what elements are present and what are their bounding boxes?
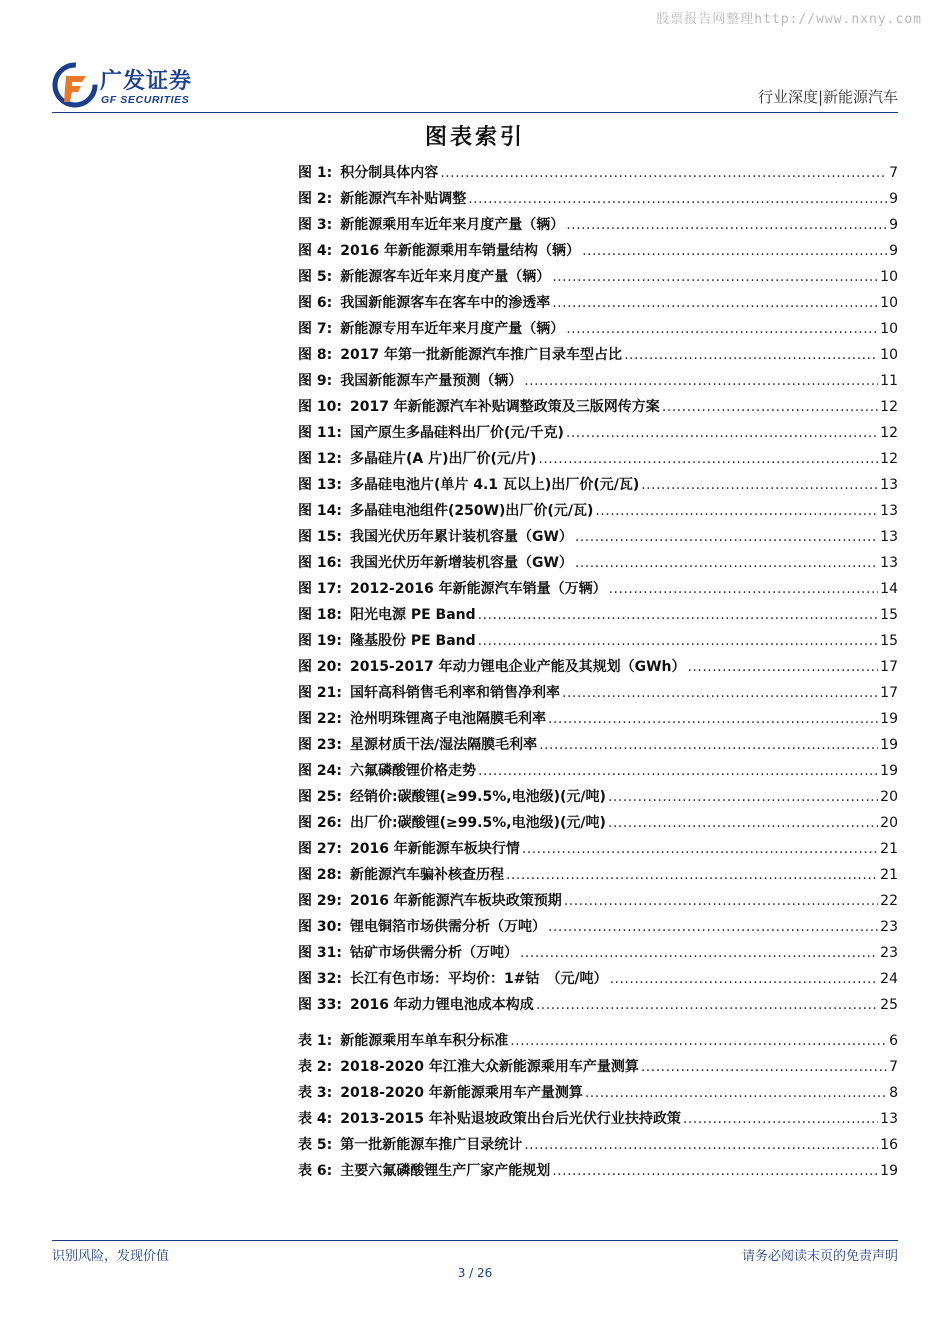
figure-index-entry[interactable] xyxy=(298,888,898,914)
figure-index-entry[interactable] xyxy=(298,446,898,472)
toc-leader-dots xyxy=(641,1054,887,1080)
toc-entry-label: 图 3: xyxy=(298,217,333,233)
figure-index-entry[interactable] xyxy=(298,368,898,394)
toc-entry-title: 2012-2016 年新能源汽车销量（万辆） xyxy=(349,581,607,597)
toc-entry-title: 2016 年新能源车板块行情 xyxy=(349,841,520,857)
toc-entry-title: 2015-2017 年动力锂电企业产能及其规划（GWh） xyxy=(349,659,686,675)
figure-index-entry[interactable] xyxy=(298,238,898,264)
figure-index-entry[interactable] xyxy=(298,862,898,888)
toc-leader-dots xyxy=(524,1132,878,1158)
toc-entry-label: 图 18: xyxy=(298,607,342,623)
toc-entry-title: 2013-2015 年补贴退坡政策出台后光伏行业扶持政策 xyxy=(340,1111,681,1127)
toc-leader-dots xyxy=(552,1158,878,1184)
toc-entry-label: 表 4: xyxy=(298,1111,333,1127)
toc-entry-title: 我国光伏历年累计装机容量（GW） xyxy=(349,529,573,545)
figure-index-entry[interactable] xyxy=(298,264,898,290)
toc-entry-title: 2016 年动力锂电池成本构成 xyxy=(349,997,534,1013)
toc-entry-title: 我国光伏历年新增装机容量（GW） xyxy=(349,555,573,571)
toc-entry-page: 24 xyxy=(880,971,898,987)
toc-entry-label: 图 7: xyxy=(298,321,333,337)
toc-entry-title: 沧州明珠锂离子电池隔膜毛利率 xyxy=(349,711,546,727)
toc-entry-label: 图 30: xyxy=(298,919,342,935)
toc-entry-label: 图 23: xyxy=(298,737,342,753)
page-number: 3 / 26 xyxy=(457,1266,493,1280)
toc-entry-page: 11 xyxy=(880,373,898,389)
toc-entry-title: 新能源客车近年来月度产量（辆） xyxy=(340,269,551,285)
figure-index-entry[interactable] xyxy=(298,914,898,940)
toc-entry-title: 新能源汽车补贴调整 xyxy=(340,191,467,207)
figure-index-entry[interactable] xyxy=(298,706,898,732)
watermark: 股票报告网整理http://www.nxny.com xyxy=(656,12,922,27)
toc-entry-page: 7 xyxy=(889,1059,898,1075)
header-divider xyxy=(52,112,898,113)
toc-entry-label: 表 2: xyxy=(298,1059,333,1075)
table-index-entry[interactable] xyxy=(298,1132,898,1158)
figure-index-entry[interactable] xyxy=(298,576,898,602)
table-index-entry[interactable] xyxy=(298,1054,898,1080)
toc-entry-page: 7 xyxy=(889,165,898,181)
toc-leader-dots xyxy=(552,264,878,290)
toc-leader-dots xyxy=(478,602,879,628)
toc-entry-title: 2016 年新能源乘用车销量结构（辆） xyxy=(340,243,581,259)
toc-entry-label: 图 10: xyxy=(298,399,342,415)
toc-entry-title: 多晶硅片(A 片)出厂价(元/片) xyxy=(349,451,537,467)
toc-leader-dots xyxy=(468,186,887,212)
figure-index-entry[interactable] xyxy=(298,160,898,186)
toc-leader-dots xyxy=(687,654,878,680)
toc-leader-dots xyxy=(610,966,879,992)
toc-entry-label: 图 28: xyxy=(298,867,342,883)
toc-leader-dots xyxy=(520,940,878,966)
toc-entry-label: 图 24: xyxy=(298,763,342,779)
toc-entry-title: 新能源乘用车单车积分标准 xyxy=(340,1033,509,1049)
toc-entry-page: 25 xyxy=(880,997,898,1013)
toc-entry-label: 图 6: xyxy=(298,295,333,311)
toc-entry-page: 13 xyxy=(880,1111,898,1127)
figure-index-entry[interactable] xyxy=(298,342,898,368)
figure-index-entry[interactable] xyxy=(298,550,898,576)
toc-entry-title: 六氟磷酸锂价格走势 xyxy=(349,763,476,779)
toc-entry-label: 图 19: xyxy=(298,633,342,649)
toc-leader-dots xyxy=(566,420,878,446)
figure-index-entry[interactable] xyxy=(298,498,898,524)
toc-entry-title: 2018-2020 年江淮大众新能源乘用车产量测算 xyxy=(340,1059,639,1075)
toc-leader-dots xyxy=(608,810,878,836)
toc-entry-page: 16 xyxy=(880,1137,898,1153)
toc-entry-page: 12 xyxy=(880,399,898,415)
figure-index-list xyxy=(298,160,898,1018)
toc-entry-title: 出厂价:碳酸锂(≥99.5%,电池级)(元/吨) xyxy=(349,815,606,831)
toc-entry-title: 阳光电源 PE Band xyxy=(349,607,476,623)
table-index-entry[interactable] xyxy=(298,1028,898,1054)
toc-entry-page: 21 xyxy=(880,841,898,857)
toc-entry-page: 8 xyxy=(889,1085,898,1101)
toc-entry-label: 表 6: xyxy=(298,1163,333,1179)
toc-entry-page: 6 xyxy=(889,1033,898,1049)
table-index-entry[interactable] xyxy=(298,1080,898,1106)
toc-leader-dots xyxy=(552,290,878,316)
toc-entry-label: 图 32: xyxy=(298,971,342,987)
figure-index-entry[interactable] xyxy=(298,394,898,420)
toc-entry-page: 20 xyxy=(880,815,898,831)
toc-entry-page: 19 xyxy=(880,763,898,779)
toc-entry-page: 12 xyxy=(880,425,898,441)
gf-securities-logo xyxy=(52,62,212,108)
page-title: 图表索引 xyxy=(424,125,525,150)
toc-leader-dots xyxy=(536,992,878,1018)
toc-leader-dots xyxy=(608,784,878,810)
toc-leader-dots xyxy=(683,1106,878,1132)
toc-entry-label: 图 8: xyxy=(298,347,333,363)
toc-entry-page: 19 xyxy=(880,737,898,753)
toc-leader-dots xyxy=(538,446,878,472)
toc-entry-label: 图 14: xyxy=(298,503,342,519)
toc-entry-title: 主要六氟磷酸锂生产厂家产能规划 xyxy=(340,1163,551,1179)
figure-index-entry[interactable] xyxy=(298,290,898,316)
toc-leader-dots xyxy=(522,836,878,862)
toc-entry-title: 国轩高科销售毛利率和销售净利率 xyxy=(349,685,560,701)
toc-entry-page: 13 xyxy=(880,529,898,545)
toc-entry-title: 2018-2020 年新能源乘用车产量测算 xyxy=(340,1085,583,1101)
toc-leader-dots xyxy=(575,550,878,576)
toc-leader-dots xyxy=(539,732,878,758)
toc-entry-label: 表 5: xyxy=(298,1137,333,1153)
toc-leader-dots xyxy=(562,680,878,706)
toc-entry-title: 隆基股份 PE Band xyxy=(349,633,476,649)
brand-name-en: GF SECURITIES xyxy=(101,94,190,106)
report-category: 行业深度|新能源汽车 xyxy=(757,88,898,106)
toc-entry-label: 图 22: xyxy=(298,711,342,727)
toc-leader-dots xyxy=(566,316,878,342)
toc-leader-dots xyxy=(609,576,879,602)
toc-entry-page: 23 xyxy=(880,919,898,935)
toc-entry-page: 12 xyxy=(880,451,898,467)
toc-entry-label: 图 2: xyxy=(298,191,333,207)
figure-index-entry[interactable] xyxy=(298,732,898,758)
figure-index-entry[interactable] xyxy=(298,680,898,706)
toc-entry-title: 第一批新能源车推广目录统计 xyxy=(340,1137,523,1153)
figure-index-entry[interactable] xyxy=(298,524,898,550)
figure-index-entry[interactable] xyxy=(298,420,898,446)
toc-leader-dots xyxy=(478,758,878,784)
toc-entry-label: 图 17: xyxy=(298,581,342,597)
figure-index-entry[interactable] xyxy=(298,602,898,628)
toc-leader-dots xyxy=(566,212,887,238)
toc-entry-title: 锂电铜箔市场供需分析（万吨） xyxy=(349,919,546,935)
toc-entry-page: 10 xyxy=(880,295,898,311)
figure-index-entry[interactable] xyxy=(298,316,898,342)
toc-entry-page: 10 xyxy=(880,321,898,337)
toc-entry-page: 15 xyxy=(880,607,898,623)
toc-entry-title: 我国新能源车产量预测（辆） xyxy=(340,373,523,389)
toc-entry-page: 21 xyxy=(880,867,898,883)
toc-entry-label: 图 20: xyxy=(298,659,342,675)
toc-entry-title: 长江有色市场：平均价：1#钴 （元/吨） xyxy=(349,971,608,987)
toc-entry-title: 我国新能源客车在客车中的渗透率 xyxy=(340,295,551,311)
toc-leader-dots xyxy=(478,628,879,654)
toc-entry-title: 钴矿市场供需分析（万吨） xyxy=(349,945,518,961)
figure-index-entry[interactable] xyxy=(298,758,898,784)
toc-leader-dots xyxy=(440,160,887,186)
toc-entry-page: 9 xyxy=(889,217,898,233)
toc-entry-page: 13 xyxy=(880,503,898,519)
toc-entry-label: 图 21: xyxy=(298,685,342,701)
toc-entry-label: 表 1: xyxy=(298,1033,333,1049)
toc-entry-page: 9 xyxy=(889,243,898,259)
toc-entry-label: 表 3: xyxy=(298,1085,333,1101)
toc-leader-dots xyxy=(506,862,878,888)
toc-entry-label: 图 16: xyxy=(298,555,342,571)
toc-entry-page: 19 xyxy=(880,1163,898,1179)
toc-leader-dots xyxy=(585,1080,887,1106)
toc-entry-label: 图 11: xyxy=(298,425,342,441)
footer-disclaimer-note: 请务必阅读末页的免责声明 xyxy=(741,1249,898,1264)
toc-entry-page: 10 xyxy=(880,269,898,285)
figure-index-entry[interactable] xyxy=(298,654,898,680)
toc-entry-title: 新能源专用车近年来月度产量（辆） xyxy=(340,321,565,337)
toc-entry-label: 图 1: xyxy=(298,165,333,181)
toc-entry-page: 14 xyxy=(880,581,898,597)
toc-entry-page: 23 xyxy=(880,945,898,961)
figure-index-entry[interactable] xyxy=(298,836,898,862)
toc-entry-label: 图 26: xyxy=(298,815,342,831)
toc-entry-label: 图 33: xyxy=(298,997,342,1013)
toc-entry-label: 图 9: xyxy=(298,373,333,389)
toc-entry-title: 积分制具体内容 xyxy=(340,165,439,181)
toc-entry-title: 2017 年第一批新能源汽车推广目录车型占比 xyxy=(340,347,623,363)
toc-leader-dots xyxy=(575,524,878,550)
toc-entry-label: 图 27: xyxy=(298,841,342,857)
toc-entry-title: 经销价:碳酸锂(≥99.5%,电池级)(元/吨) xyxy=(349,789,606,805)
toc-entry-page: 17 xyxy=(880,685,898,701)
footer-divider xyxy=(52,1240,898,1241)
table-index-entry[interactable] xyxy=(298,1158,898,1184)
toc-entry-page: 13 xyxy=(880,477,898,493)
figure-index-entry[interactable] xyxy=(298,472,898,498)
toc-leader-dots xyxy=(524,368,878,394)
toc-entry-label: 图 31: xyxy=(298,945,342,961)
toc-entry-title: 多晶硅电池片(单片 4.1 瓦以上)出厂价(元/瓦) xyxy=(349,477,640,493)
toc-entry-title: 新能源乘用车近年来月度产量（辆） xyxy=(340,217,565,233)
toc-leader-dots xyxy=(595,498,878,524)
figure-index-entry[interactable] xyxy=(298,940,898,966)
toc-entry-page: 15 xyxy=(880,633,898,649)
toc-entry-page: 17 xyxy=(880,659,898,675)
table-index-list xyxy=(298,1028,898,1184)
toc-entry-title: 星源材质干法/湿法隔膜毛利率 xyxy=(349,737,538,753)
toc-entry-page: 10 xyxy=(880,347,898,363)
figure-index-entry[interactable] xyxy=(298,186,898,212)
toc-entry-title: 新能源汽车骗补核查历程 xyxy=(349,867,504,883)
toc-entry-page: 13 xyxy=(880,555,898,571)
toc-leader-dots xyxy=(624,342,878,368)
figure-index-entry[interactable] xyxy=(298,628,898,654)
toc-leader-dots xyxy=(510,1028,887,1054)
toc-entry-page: 9 xyxy=(889,191,898,207)
toc-entry-title: 2016 年新能源汽车板块政策预期 xyxy=(349,893,562,909)
toc-entry-label: 图 15: xyxy=(298,529,342,545)
toc-entry-label: 图 4: xyxy=(298,243,333,259)
toc-entry-title: 多晶硅电池组件(250W)出厂价(元/瓦) xyxy=(349,503,594,519)
toc-entry-page: 22 xyxy=(880,893,898,909)
toc-leader-dots xyxy=(564,888,878,914)
toc-leader-dots xyxy=(582,238,887,264)
figure-index-entry[interactable] xyxy=(298,992,898,1018)
toc-leader-dots xyxy=(641,472,878,498)
toc-leader-dots xyxy=(662,394,878,420)
figure-index-entry[interactable] xyxy=(298,784,898,810)
toc-entry-page: 19 xyxy=(880,711,898,727)
toc-entry-label: 图 5: xyxy=(298,269,333,285)
toc-entry-label: 图 25: xyxy=(298,789,342,805)
toc-entry-title: 国产原生多晶硅料出厂价(元/千克) xyxy=(349,425,564,441)
table-index-entry[interactable] xyxy=(298,1106,898,1132)
toc-entry-label: 图 29: xyxy=(298,893,342,909)
brand-name-cn: 广发证券 xyxy=(100,69,193,94)
toc-entry-label: 图 13: xyxy=(298,477,342,493)
figure-index-entry[interactable] xyxy=(298,212,898,238)
gf-logo-icon xyxy=(52,62,98,108)
toc-entry-title: 2017 年新能源汽车补贴调整政策及三版网传方案 xyxy=(349,399,660,415)
figure-index-entry[interactable] xyxy=(298,810,898,836)
figure-index-entry[interactable] xyxy=(298,966,898,992)
toc-leader-dots xyxy=(548,706,878,732)
toc-entry-page: 20 xyxy=(880,789,898,805)
footer-slogan: 识别风险，发现价值 xyxy=(52,1249,170,1264)
toc-entry-label: 图 12: xyxy=(298,451,342,467)
toc-leader-dots xyxy=(548,914,878,940)
